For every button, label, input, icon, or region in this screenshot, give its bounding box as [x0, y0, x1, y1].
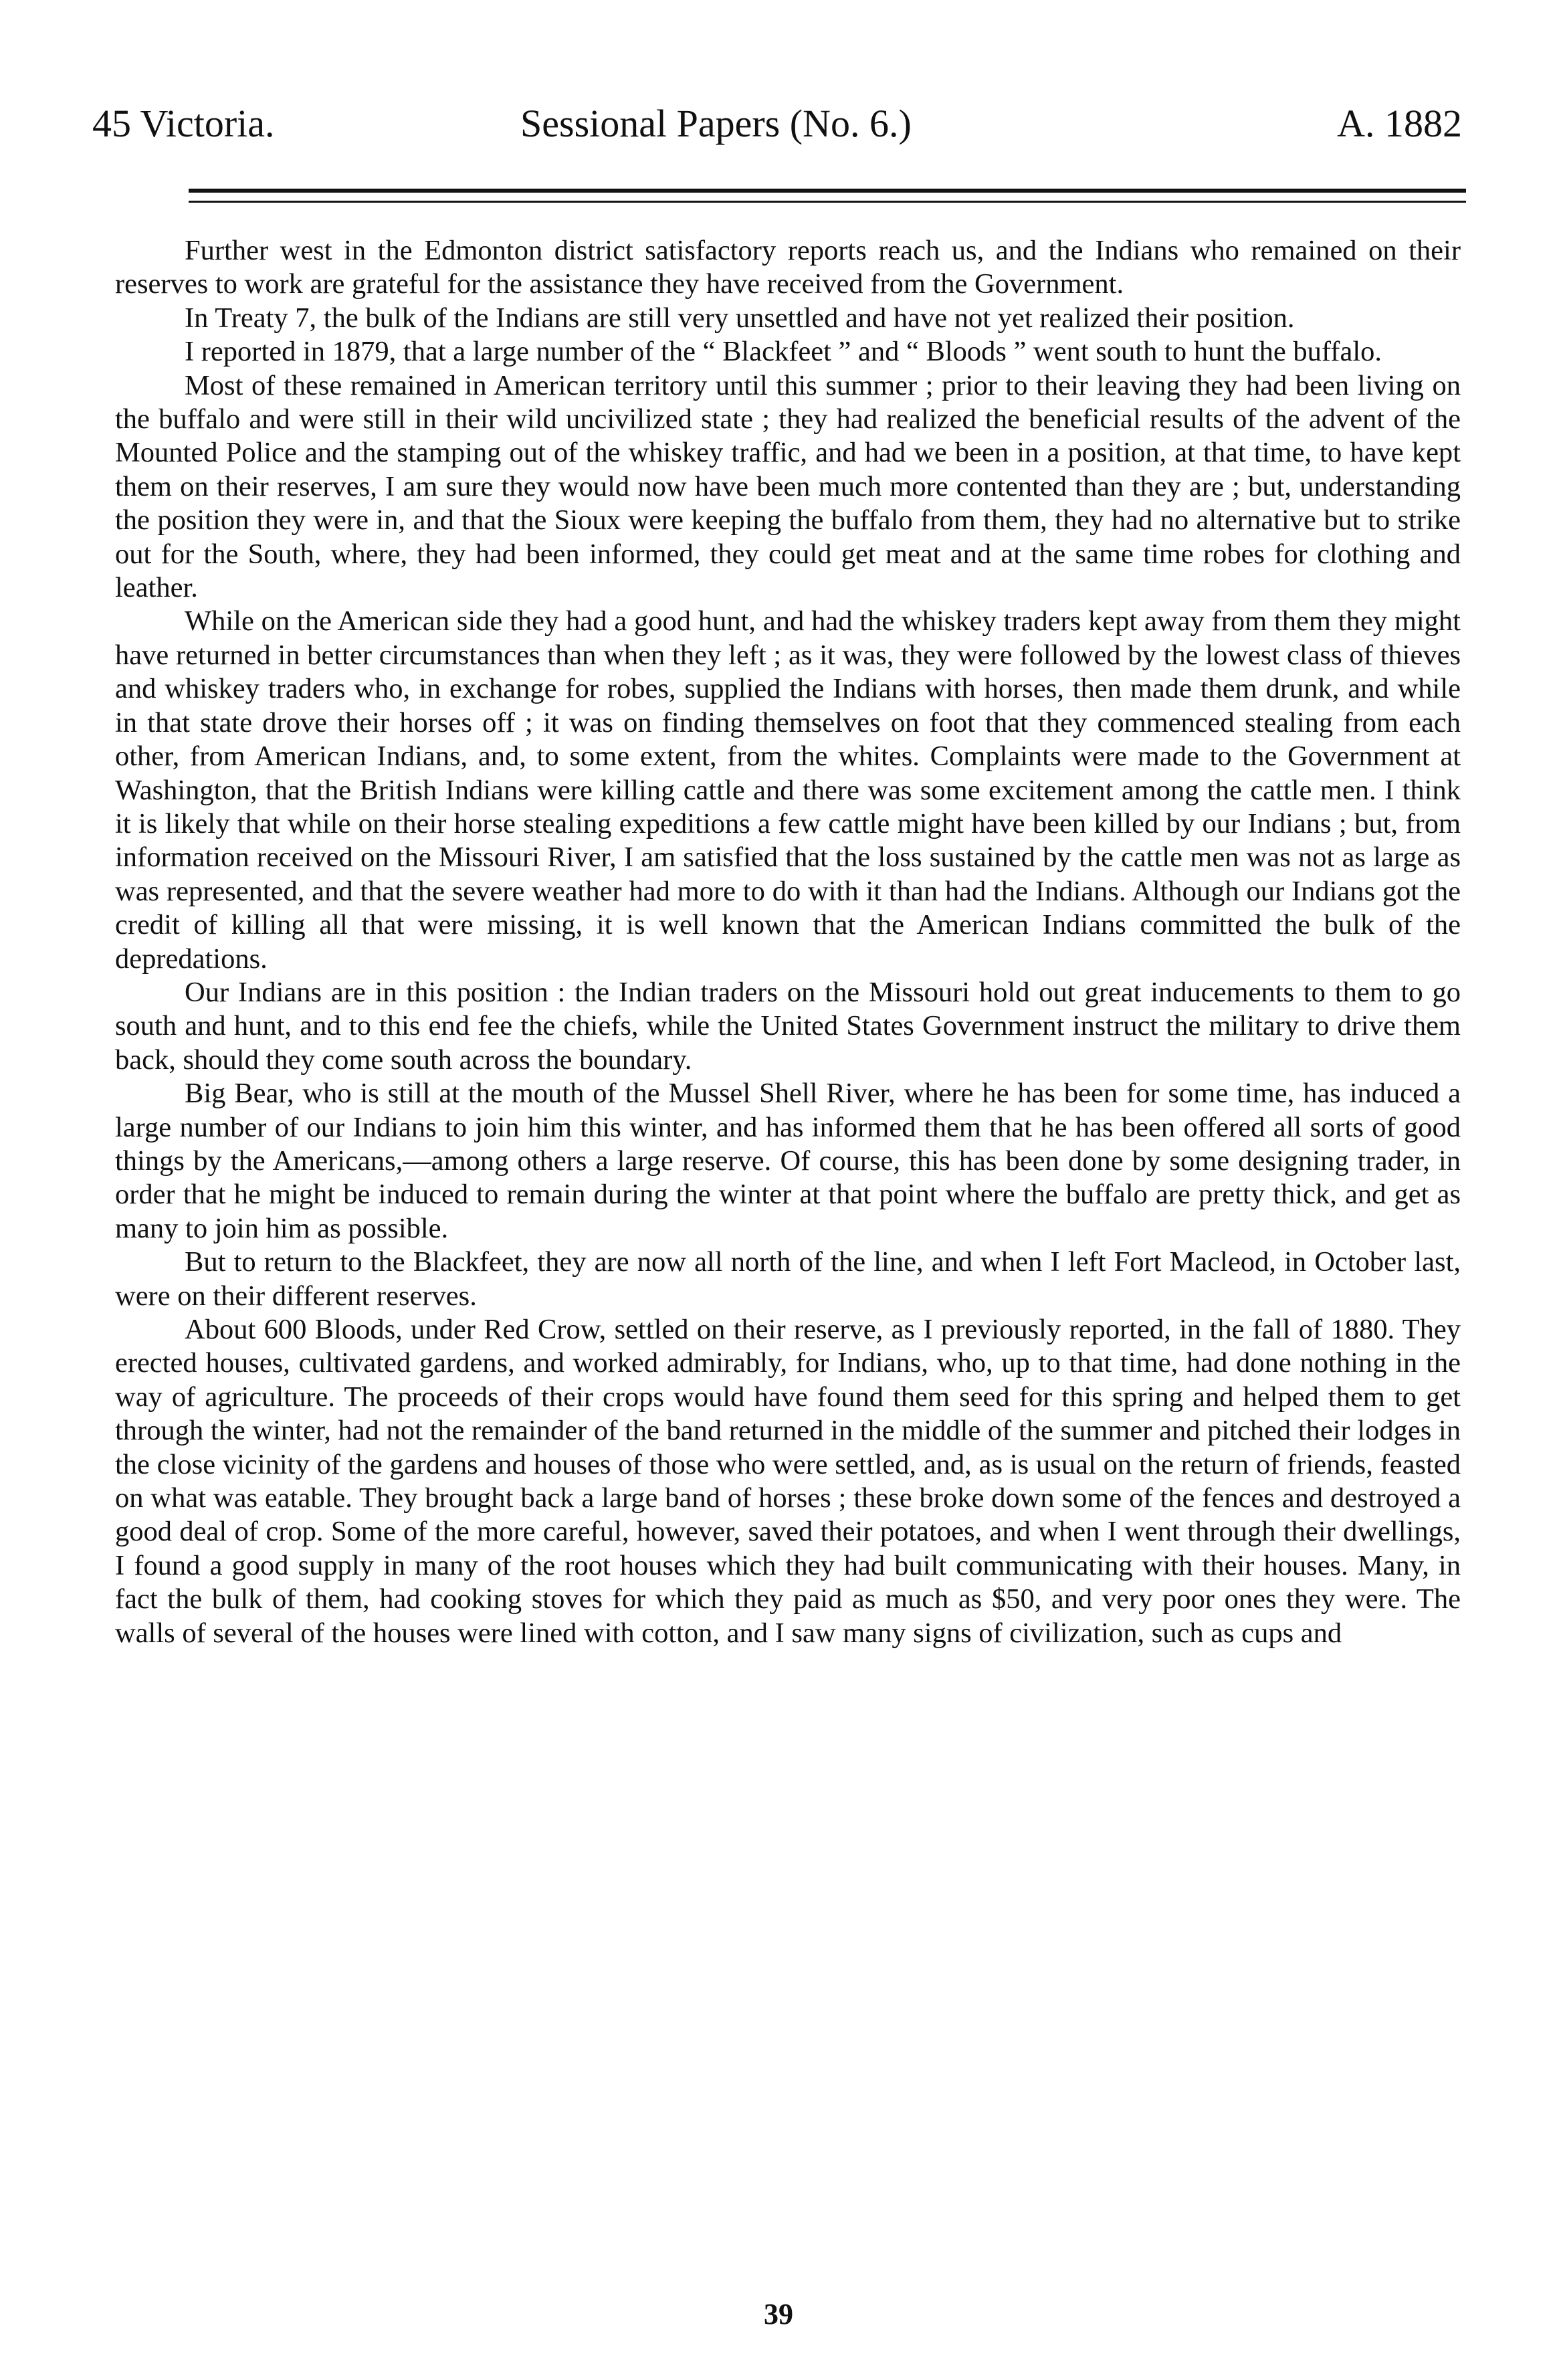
- paragraph: But to return to the Blackfeet, they are now all north of the line, and when I left Fort Macleod, in October last, were on their different reserves.: [115, 1246, 1461, 1312]
- paragraph: Most of these remained in American territory until this summer ; prior to their leaving they had been living on the buffalo and were still in their wild uncivilized state ; they had realized the beneficial results of the advent of the Mounted Police and the stamping out of the whiskey traffic, and had we been in a position, at that time, to have kept them on their reserves, I am sure they would now have been much more contented than they are ; but, understanding the position they were in, and that the Sioux were keeping the buffalo from them, they had no alternative but to strike out for the South, where, they had been informed, they could get meat and at the same time robes for clothing and leather.: [115, 369, 1461, 604]
- header-rule-thick: [189, 189, 1466, 193]
- page-number: 39: [764, 2298, 793, 2331]
- paragraph: Our Indians are in this position : the Indian traders on the Missouri hold out great inducements to them to go south and hunt, and to this end fee the chiefs, while the United States Government instruct the military to drive them back, should they come south across the boundary.: [115, 976, 1461, 1076]
- paragraph: While on the American side they had a good hunt, and had the whiskey traders kept away from them they might have returned in better circumstances than when they left ; as it was, they were followed by the lowest class of thieves and whiskey traders who, in exchange for robes, supplied the Indians with horses, then made them drunk, and while in that state drove their horses off ; it was on finding themselves on foot that they commenced stealing from each other, from American Indians, and, to some extent, from the whites. Complaints were made to the Government at Washington, that the British Indians were killing cattle and there was some excitement among the cattle men. I think it is likely that while on their horse stealing expeditions a few cattle might have been killed by our Indians ; but, from information received on the Missouri River, I am satisfied that the loss sustained by the cattle men was not as large as was represented, and that the severe weather had more to do with it than had the Indians. Although our Indians got the credit of killing all that were missing, it is well known that the American Indians committed the bulk of the depredations.: [115, 605, 1461, 975]
- header-session: 45 Victoria.: [92, 102, 275, 145]
- paragraph: I reported in 1879, that a large number of the “ Blackfeet ” and “ Bloods ” went south to hunt the buffalo.: [185, 336, 1382, 368]
- paragraph: Big Bear, who is still at the mouth of the Mussel Shell River, where he has been for some time, has induced a large number of our Indians to join him this winter, and has informed them that he has been offered all sorts of good things by the Americans,—among others a large reserve. Of course, this has been done by some designing trader, in order that he might be induced to remain during the winter at that point where the buffalo are pretty thick, and get as many to join him as possible.: [115, 1078, 1461, 1244]
- paragraph: Further west in the Edmonton district satisfactory reports reach us, and the Indians who remained on their reserves to work are grateful for the assistance they have received from the Government.: [115, 235, 1461, 300]
- header-rule-thin: [189, 201, 1466, 203]
- body-text: [115, 234, 1461, 1650]
- paragraph: About 600 Bloods, under Red Crow, settled on their reserve, as I previously reported, in the fall of 1880. They erected houses, cultivated gardens, and worked admirably, for Indians, who, up to that time, had done nothing in the way of agriculture. The proceeds of their crops would have found them seed for this spring and helped them to get through the winter, had not the remainder of the band returned in the middle of the summer and pitched their lodges in the close vicinity of the gardens and houses of those who were settled, and, as is usual on the return of friends, feasted on what was eatable. They brought back a large band of horses ; these broke down some of the fences and destroyed a good deal of crop. Some of the more careful, however, saved their potatoes, and when I went through their dwellings, I found a good supply in many of the root houses which they had built communicating with their houses. Many, in fact the bulk of them, had cooking stoves for which they paid as much as $50, and very poor ones they were. The walls of several of the houses were lined with cotton, and I saw many signs of civilization, such as cups and: [115, 1314, 1461, 1649]
- paragraph: In Treaty 7, the bulk of the Indians are still very unsettled and have not yet realized their position.: [185, 302, 1295, 334]
- header-year: A. 1882: [1337, 102, 1462, 145]
- page-header: [92, 94, 1462, 154]
- header-title: Sessional Papers (No. 6.): [520, 102, 912, 145]
